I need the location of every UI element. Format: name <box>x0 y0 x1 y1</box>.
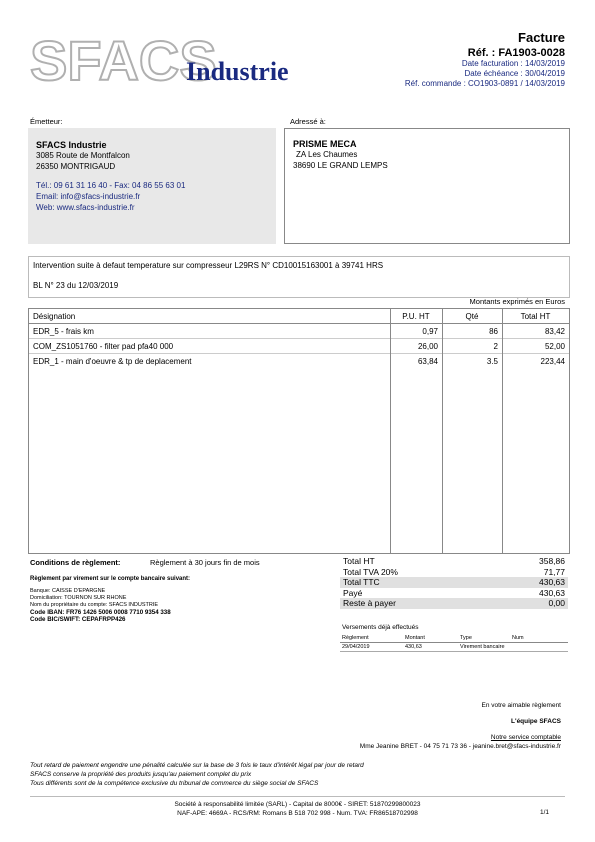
cell-qty: 2 <box>442 339 502 354</box>
closing-greeting: En votre aimable règlement <box>481 702 561 709</box>
col-header-qty: Qté <box>442 309 502 324</box>
total-label: Total HT <box>343 556 375 566</box>
total-label: Payé <box>343 587 363 598</box>
recipient-label: Adressé à: <box>290 117 326 126</box>
payment-row <box>340 643 568 652</box>
total-value: 71,77 <box>543 566 565 577</box>
cell-total: 223,44 <box>540 356 565 366</box>
payment-conditions <box>30 558 260 567</box>
closing-team: L'équipe SFACS <box>511 718 561 725</box>
footer-divider <box>30 796 565 797</box>
recipient-box <box>284 128 570 244</box>
cell-pu: 63,84 <box>417 356 438 366</box>
recipient-name: PRISME MECA <box>293 139 357 149</box>
totals-block <box>340 556 568 609</box>
footer-line: Société à responsabilité limitée (SARL) - Capital de 8000€ - SIRET: 51870299800023 <box>174 801 421 808</box>
bank-details <box>30 588 171 623</box>
invoice-ref: Réf. : FA1903-0028 <box>467 47 565 59</box>
emitter-web[interactable]: Web: www.sfacs-industrie.fr <box>36 203 135 212</box>
order-ref: Réf. commande : CO1903-0891 / 14/03/2019 <box>404 79 565 88</box>
remaining-row <box>340 598 568 609</box>
cell-designation: EDR_1 - main d'oeuvre & tp de deplacement <box>33 356 192 366</box>
bank-name: Banque: CAISSE D'EPARGNE <box>30 588 106 594</box>
conditions-value: Règlement à 30 jours fin de mois <box>150 558 260 567</box>
emitter-address2: 26350 MONTRIGAUD <box>36 162 116 171</box>
object-line1: Intervention suite à defaut temperature sur compresseur L29RS N° CD10015163001 à 39741 HRS <box>33 261 384 270</box>
bank-iban: Code IBAN: FR76 1426 5006 0008 7710 9354 338 <box>30 609 171 616</box>
bank-domiciliation: Domiciliation: TOURNON SUR RHONE <box>30 595 127 601</box>
total-value: 0,00 <box>548 598 565 608</box>
total-tva-row <box>340 567 568 578</box>
legal-notes <box>30 761 364 788</box>
emitter-box <box>28 128 276 244</box>
paid-row <box>340 588 568 599</box>
total-value: 430,63 <box>539 587 565 598</box>
page-number: 1/1 <box>539 809 549 816</box>
payments-table <box>340 634 568 652</box>
invoice-date: Date facturation : 14/03/2019 <box>461 59 565 68</box>
bank-bic: Code BIC/SWIFT: CEPAFRPP426 <box>30 616 126 623</box>
emitter-email[interactable]: Email: info@sfacs-industrie.fr <box>36 192 141 201</box>
total-value: 430,63 <box>539 577 565 587</box>
closing-contact: Mme Jeanine BRET - 04 75 71 73 36 - jeanine.bret@sfacs-industrie.fr <box>359 743 561 750</box>
closing-service: Notre service comptable <box>490 734 561 741</box>
payments-col: Type <box>460 635 472 641</box>
payment-cell: 29/04/2019 <box>342 644 370 650</box>
total-ttc-row <box>340 577 568 588</box>
items-table <box>28 308 570 554</box>
legal-line: Tout retard de paiement engendre une pénalité calculée sur la base de 3 fois le taux d'intérêt légal par jour de retard <box>30 762 364 769</box>
total-label: Reste à payer <box>343 598 396 608</box>
total-label: Total TVA 20% <box>343 566 398 577</box>
emitter-name: SFACS Industrie <box>36 140 107 150</box>
object-line2: BL N° 23 du 12/03/2019 <box>33 281 119 290</box>
cell-pu: 26,00 <box>390 339 442 354</box>
total-label: Total TTC <box>343 577 380 587</box>
bank-owner: Nom du propriétaire du compte: SFACS INDUSTRIE <box>30 602 159 608</box>
cell-designation: COM_ZS1051760 - filter pad pfa40 000 <box>29 339 390 354</box>
cell-total: 83,42 <box>502 324 569 339</box>
conditions-label: Conditions de règlement: <box>30 558 121 567</box>
emitter-phone: Tél.: 09 61 31 16 40 - Fax: 04 86 55 63 01 <box>36 181 186 190</box>
cell-designation: EDR_5 - frais km <box>29 324 390 339</box>
invoice-header <box>405 30 565 89</box>
footer <box>0 800 595 818</box>
table-row <box>29 324 569 339</box>
cell-total: 52,00 <box>502 339 569 354</box>
legal-line: Tous différents sont de la compétence exclusive du tribunal de commerce du siège social de SFACS <box>30 780 319 787</box>
col-header-designation: Désignation <box>29 309 390 324</box>
recipient-address2: 38690 LE GRAND LEMPS <box>293 161 388 170</box>
table-row <box>29 339 569 354</box>
emitter-address1: 3085 Route de Montfalcon <box>36 151 130 160</box>
total-value: 358,86 <box>539 556 565 566</box>
invoice-title: Facture <box>518 30 565 45</box>
table-row <box>29 354 569 369</box>
payments-title: Versements déjà effectués <box>342 624 419 631</box>
payments-col: Règlement <box>342 635 369 641</box>
payment-cell: 430,63 <box>405 644 422 650</box>
invoice-object <box>28 256 570 298</box>
total-ht-row <box>340 556 568 567</box>
payments-col: Montant <box>405 635 425 641</box>
logo-text-sub: Industrie <box>186 57 289 86</box>
payment-cell: Virement bancaire <box>460 644 505 650</box>
footer-line: NAF-APE: 4669A - RCS/RM: Romans B 518 702 998 - Num. TVA: FR86518702998 <box>177 810 418 817</box>
cell-qty: 3.5 <box>486 356 498 366</box>
logo-text-main: SFACS <box>30 30 217 90</box>
company-logo <box>30 30 320 90</box>
payments-header <box>340 634 568 643</box>
transfer-title: Règlement par virement sur le compte bancaire suivant: <box>30 576 191 582</box>
legal-line: SFACS conserve la propriété des produits jusqu'au paiement complet du prix <box>30 771 252 778</box>
col-header-total: Total HT <box>502 309 569 324</box>
col-header-pu: P.U. HT <box>390 309 442 324</box>
invoice-due-date: Date échéance : 30/04/2019 <box>464 69 565 78</box>
cell-pu: 0,97 <box>390 324 442 339</box>
payments-col: Num <box>512 635 524 641</box>
currency-note: Montants exprimés en Euros <box>469 297 565 306</box>
emitter-label: Émetteur: <box>30 117 63 126</box>
cell-qty: 86 <box>442 324 502 339</box>
recipient-address1: ZA Les Chaumes <box>296 150 358 159</box>
